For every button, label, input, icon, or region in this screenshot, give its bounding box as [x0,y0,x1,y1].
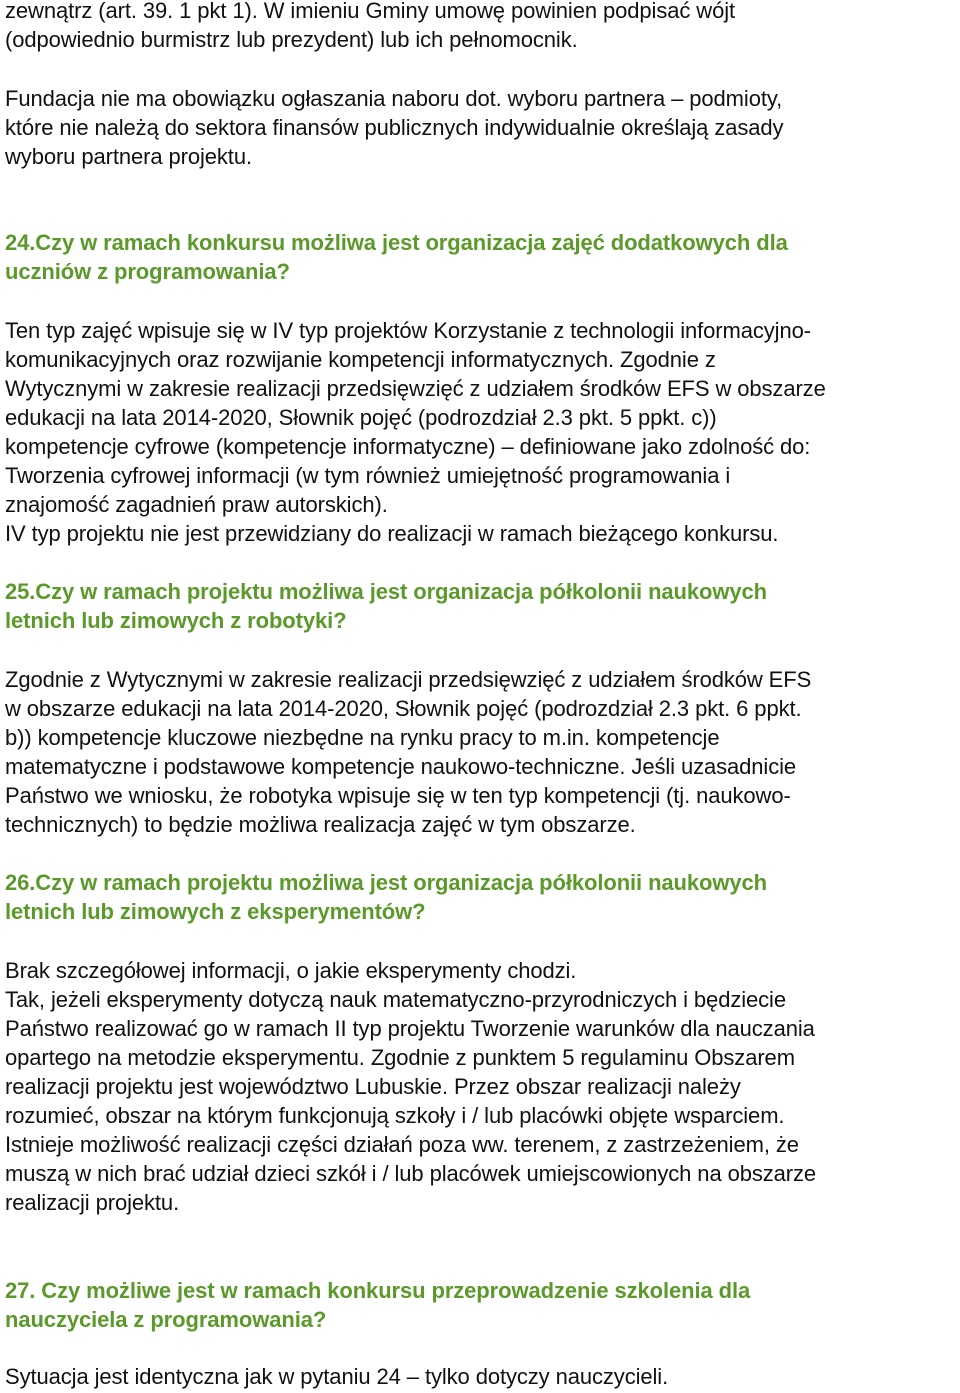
answer-27-line: Sytuacja jest identyczna jak w pytaniu 24 – tylko dotyczy nauczycieli. [5,1364,669,1389]
answer-25-line: matematyczne i podstawowe kompetencje naukowo-techniczne. Jeśli uzasadnicie [5,754,797,779]
answer-26-line: muszą w nich brać udział dzieci szkół i / lub placówek umiejscowionych na obszarze [5,1161,817,1186]
question-24-heading: 24.Czy w ramach konkursu możliwa jest organizacja zajęć dodatkowych dla [5,230,788,255]
question-25-heading: letnich lub zimowych z robotyki? [5,608,347,633]
question-24-heading: uczniów z programowania? [5,259,290,284]
intro-line: zewnątrz (art. 39. 1 pkt 1). W imieniu Gminy umowę powinien podpisać wójt [5,0,736,23]
answer-24-line: Tworzenia cyfrowej informacji (w tym również umiejętność programowania i [5,463,731,488]
answer-24-line: edukacji na lata 2014-2020, Słownik pojęć (podrozdział 2.3 pkt. 5 ppkt. c)) [5,405,717,430]
answer-26-line: realizacji projektu jest województwo Lubuskie. Przez obszar realizacji należy [5,1074,741,1099]
answer-24-line: Ten typ zajęć wpisuje się w IV typ projektów Korzystanie z technologii informacyjno- [5,318,811,343]
answer-25-line: w obszarze edukacji na lata 2014-2020, Słownik pojęć (podrozdział 2.3 pkt. 6 ppkt. [5,696,802,721]
answer-25-line: b)) kompetencje kluczowe niezbędne na rynku pracy to m.in. kompetencje [5,725,720,750]
answer-24-line: komunikacyjnych oraz rozwijanie kompetencji informatycznych. Zgodnie z [5,347,716,372]
answer-26-line: Brak szczegółowej informacji, o jakie eksperymenty chodzi. [5,958,577,983]
answer-24-line: Wytycznymi w zakresie realizacji przedsięwzięć z udziałem środków EFS w obszarze [5,376,826,401]
answer-26-line: realizacji projektu. [5,1190,180,1215]
intro-line: które nie należą do sektora finansów publicznych indywidualnie określają zasady [5,115,784,140]
question-25-heading: 25.Czy w ramach projektu możliwa jest organizacja półkolonii naukowych [5,579,767,604]
question-26-heading: letnich lub zimowych z eksperymentów? [5,899,426,924]
answer-25-line: Państwo we wniosku, że robotyka wpisuje się w ten typ kompetencji (tj. naukowo- [5,783,791,808]
answer-26-line: opartego na metodzie eksperymentu. Zgodnie z punktem 5 regulaminu Obszarem [5,1045,795,1070]
answer-24-line: IV typ projektu nie jest przewidziany do realizacji w ramach bieżącego konkursu. [5,521,779,546]
answer-26-line: Istnieje możliwość realizacji części działań poza ww. terenem, z zastrzeżeniem, że [5,1132,799,1157]
answer-24-line: znajomość zagadnień praw autorskich). [5,492,388,517]
intro-line: Fundacja nie ma obowiązku ogłaszania naboru dot. wyboru partnera – podmioty, [5,86,783,111]
question-26-heading: 26.Czy w ramach projektu możliwa jest organizacja półkolonii naukowych [5,870,767,895]
answer-25-line: technicznych) to będzie możliwa realizacja zajęć w tym obszarze. [5,812,636,837]
answer-26-line: rozumieć, obszar na którym funkcjonują szkoły i / lub placówki objęte wsparciem. [5,1103,785,1128]
answer-25-line: Zgodnie z Wytycznymi w zakresie realizacji przedsięwzięć z udziałem środków EFS [5,667,812,692]
question-27-heading: 27. Czy możliwe jest w ramach konkursu przeprowadzenie szkolenia dla [5,1278,751,1303]
question-27-heading: nauczyciela z programowania? [5,1307,327,1332]
answer-26-line: Tak, jeżeli eksperymenty dotyczą nauk matematyczno-przyrodniczych i będziecie [5,987,786,1012]
answer-24-line: kompetencje cyfrowe (kompetencje informatyczne) – definiowane jako zdolność do: [5,434,811,459]
answer-26-line: Państwo realizować go w ramach II typ projektu Tworzenie warunków dla nauczania [5,1016,815,1041]
intro-line: wyboru partnera projektu. [5,144,252,169]
intro-line: (odpowiednio burmistrz lub prezydent) lub ich pełnomocnik. [5,27,578,52]
